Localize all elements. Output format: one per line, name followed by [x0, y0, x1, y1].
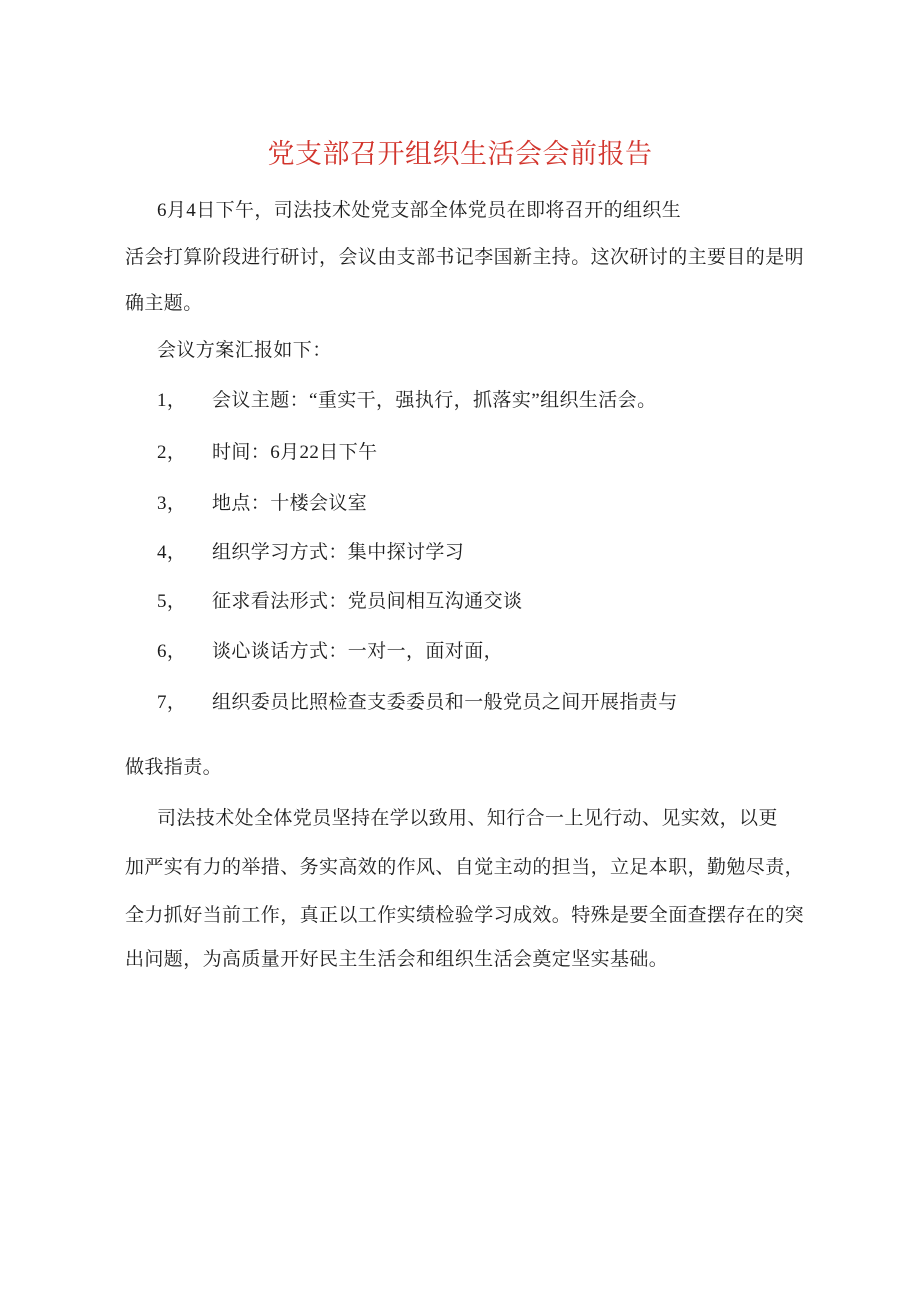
- list-item-number: 1，: [157, 390, 187, 411]
- list-item: [157, 590, 802, 614]
- list-item-text: 时间：6月22日下午: [212, 442, 378, 463]
- list-item: [157, 640, 802, 664]
- list-item-text: 谈心谈话方式：一对一，面对面，: [212, 641, 504, 662]
- list-item: [157, 389, 802, 413]
- list-item-text: 会议主题：“重实干，强执行，抓落实”组织生活会。: [212, 390, 657, 411]
- list-item: [157, 541, 802, 565]
- list-item-number: 2，: [157, 442, 187, 463]
- plan-intro-line: 会议方案汇报如下：: [157, 340, 332, 361]
- list-item-number: 5，: [157, 591, 187, 612]
- closing-line2: 加严实有力的举措、务实高效的作风、自觉主动的担当，立足本职，勤勉尽责，: [125, 857, 805, 878]
- document-title: 党支部召开组织生活会会前报告: [267, 139, 653, 169]
- list-item-number: 7，: [157, 692, 187, 713]
- list-item: [157, 441, 802, 465]
- list-item-text: 地点：十楼会议室: [212, 493, 368, 514]
- paragraph1-line2: 活会打算阶段进行研讨，会议由支部书记李国新主持。这次研讨的主要目的是明: [125, 247, 805, 268]
- closing-line3: 全力抓好当前工作，真正以工作实绩检验学习成效。特殊是要全面查摆存在的突: [125, 905, 805, 926]
- list-item: [157, 691, 802, 715]
- closing-line1: 司法技术处全体党员坚持在学以致用、知行合一上见行动、见实效，以更: [157, 808, 778, 829]
- list-item-text: 组织学习方式：集中探讨学习: [212, 542, 465, 563]
- list-item-text: 组织委员比照检查支委委员和一般党员之间开展指责与: [212, 692, 678, 713]
- hanging-line: 做我指责。: [125, 757, 223, 778]
- list-item-number: 4，: [157, 542, 187, 563]
- list-item: [157, 492, 802, 516]
- list-item-number: 6，: [157, 641, 187, 662]
- paragraph1-line1: 6月4日下午，司法技术处党支部全体党员在即将召开的组织生: [157, 200, 682, 221]
- list-item-number: 3，: [157, 493, 187, 514]
- list-item-text: 征求看法形式：党员间相互沟通交谈: [212, 591, 523, 612]
- closing-line4: 出问题，为高质量开好民主生活会和组织生活会奠定坚实基础。: [125, 949, 669, 970]
- paragraph1-line3: 确主题。: [125, 293, 203, 314]
